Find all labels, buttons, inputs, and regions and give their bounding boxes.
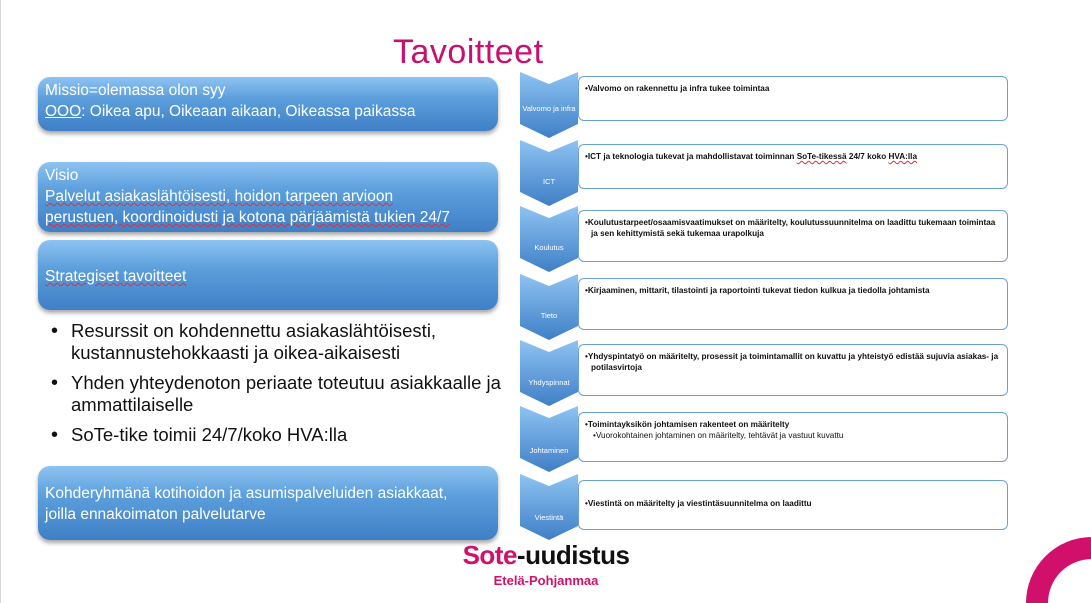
goal-item: •Toimintayksikön johtamisen rakenteet on määritelty <box>585 420 790 429</box>
chevron-johtaminen <box>520 406 578 472</box>
decorative-arc-icon <box>1016 535 1091 603</box>
goal-item: •ICT ja teknologia tukevat ja mahdollistavat toiminnan SoTe-tikessä 24/7 koko HVA:lla <box>585 152 917 161</box>
goal-box-johtaminen <box>578 412 1008 462</box>
goal-item: •Vuorokohtainen johtaminen on määritelty, tehtävät ja vastuut kuvattu <box>593 431 844 440</box>
chevron-tieto <box>520 274 578 340</box>
strategic-bullets <box>51 320 501 454</box>
mission-box <box>38 77 498 131</box>
chevron-arrow-icon <box>520 274 578 340</box>
vision-text-line2: perustuen, koordinoidusti ja kotona pärjäämistä tukien 24/7 <box>45 209 450 226</box>
chevron-arrow-icon <box>520 206 578 272</box>
chevron-koulutus <box>520 206 578 272</box>
vision-box <box>38 162 498 232</box>
chevron-arrow-icon <box>520 406 578 472</box>
chevron-yhdyspinnat <box>520 340 578 406</box>
chevron-label: ICT <box>542 177 556 186</box>
target-group-line1: Kohderyhmänä kotihoidon ja asumispalveluiden asiakkaat, <box>45 485 448 502</box>
bullet-item: • Yhden yhteydenoton periaate toteutuu asiakkaalle ja ammattilaiselle <box>51 372 501 416</box>
goal-item: •Yhdyspintatyö on määritelty, prosessit ja toimintamallit on kuvattu ja yhteistyö edistää sujuvia asiakas- ja potilasvirtoja <box>585 352 999 372</box>
goal-item: •Koulutustarpeet/osaamisvaatimukset on määritelty, koulutussuunnitelma on laadittu tukemaan toimintaa ja sen kehittymistä sekä tukemaa urapolkuja <box>585 218 996 238</box>
goal-box-viestinta <box>578 480 1008 530</box>
chevron-ict <box>520 140 578 206</box>
goal-box-valvomo <box>578 76 1008 121</box>
mission-text <box>45 101 491 122</box>
mission-text-rest: : Oikea apu, Oikeaan aikaan, Oikeassa paikassa <box>81 103 416 120</box>
chevron-arrow-icon <box>520 474 578 540</box>
chevron-label: Koulutus <box>534 243 564 252</box>
chevron-label: Tieto <box>540 311 558 320</box>
chevron-arrow-icon <box>520 340 578 406</box>
goal-box-yhdyspinnat <box>578 344 1008 396</box>
goal-item: •Valvomo on rakennettu ja infra tukee toimintaa <box>585 84 770 93</box>
goal-box-koulutus <box>578 210 1008 262</box>
bullet-item: • SoTe-tike toimii 24/7/koko HVA:lla <box>51 424 501 446</box>
vision-text-line1: Palvelut asiakaslähtöisesti, hoidon tarpeen arvioon <box>45 188 394 205</box>
goal-box-ict <box>578 144 1008 189</box>
chevron-valvomo <box>520 72 578 138</box>
chevron-viestinta <box>520 474 578 540</box>
logo-part1: Sote <box>462 540 517 570</box>
logo-wordmark <box>451 540 641 571</box>
logo-part2: -uudistus <box>516 540 630 570</box>
bullet-item: • Resurssit on kohdennettu asiakaslähtöisesti, kustannustehokkaasti ja oikea-aikaisesti <box>51 320 501 364</box>
slide-title: Tavoitteet <box>393 33 544 71</box>
target-group-line2: joilla ennakoimaton palvelutarve <box>45 506 266 523</box>
chevron-label: Johtaminen <box>529 446 569 455</box>
chevron-arrow-icon <box>520 140 578 206</box>
chevron-label: Viestintä <box>534 513 564 522</box>
goal-item: •Kirjaaminen, mittarit, tilastointi ja raportointi tukevat tiedon kulkua ja tiedolla johtamista <box>585 286 930 295</box>
mission-heading: Missio=olemassa olon syy <box>45 82 226 99</box>
strategic-heading: Strategiset tavoitteet <box>45 268 187 285</box>
target-group-box <box>38 466 498 540</box>
sote-logo <box>451 540 641 588</box>
chevron-label: Valvomo ja infra <box>522 104 576 113</box>
vision-heading: Visio <box>45 167 79 184</box>
goal-box-tieto <box>578 278 1008 330</box>
mission-ooo: OOO <box>45 103 82 120</box>
goal-item: •Viestintä on määritelty ja viestintäsuunnitelma on laadittu <box>585 499 812 508</box>
chevron-label: Yhdyspinnat <box>528 378 570 387</box>
logo-region: Etelä-Pohjanmaa <box>493 573 599 588</box>
strategic-box <box>38 240 498 310</box>
